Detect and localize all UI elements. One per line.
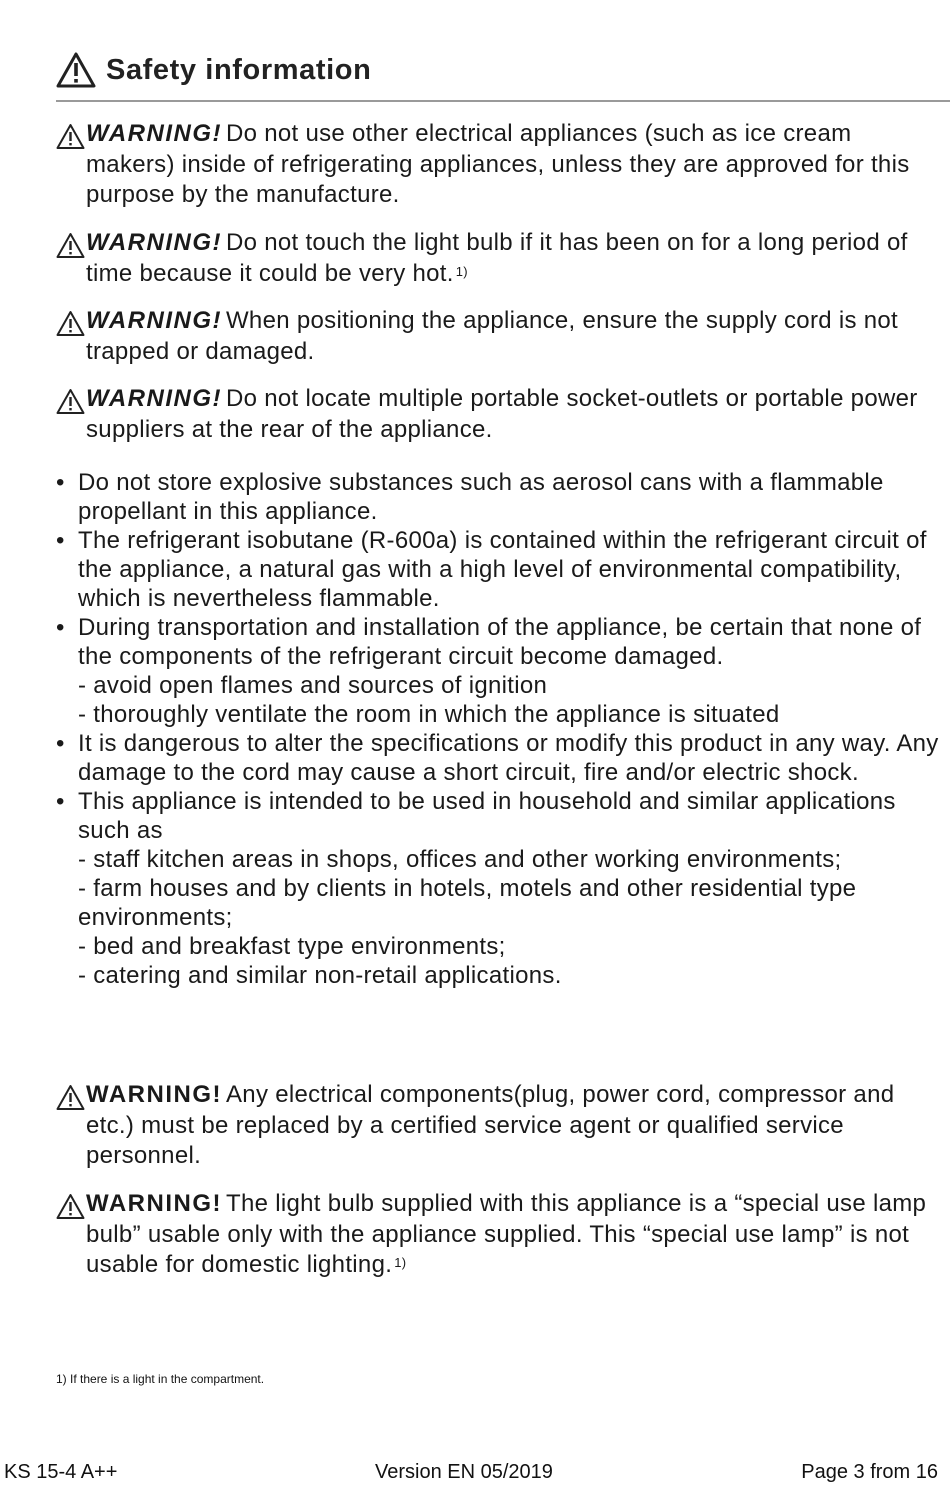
warning-text: The light bulb supplied with this appliance is a “special use lamp bulb” usable only with the appliance supplied. This “special use lamp” is not usable for domestic lighting. xyxy=(86,1190,927,1278)
list-item xyxy=(56,729,946,787)
warning-triangle-icon xyxy=(56,232,85,259)
warning-text: Do not use other electrical appliances (such as ice cream makers) inside of refrigerating appliances, unless they are approved for this purpose by the manufacture. xyxy=(86,120,910,208)
warning-block xyxy=(56,228,941,289)
bullet-marker: • xyxy=(56,788,65,815)
warning-label: WARNING! xyxy=(86,1081,222,1108)
bullet-text: During transportation and installation of the appliance, be certain that none of the components of the refrigerant circuit become damaged. xyxy=(78,614,922,670)
footnote: 1) If there is a light in the compartment. xyxy=(56,1372,265,1386)
list-item xyxy=(56,787,946,845)
warning-triangle-icon xyxy=(56,1084,85,1111)
bullet-marker: • xyxy=(56,614,65,641)
footer-page-number: Page 3 from 16 xyxy=(801,1461,938,1483)
warning-block xyxy=(56,1189,941,1281)
header-divider xyxy=(56,100,950,102)
warning-label: WARNING! xyxy=(86,307,222,334)
warning-text: Any electrical components(plug, power cord, compressor and etc.) must be replaced by a certified service agent or qualified service personnel. xyxy=(86,1081,895,1169)
warning-label: WARNING! xyxy=(86,1190,222,1217)
warning-block xyxy=(56,119,941,211)
warning-block xyxy=(56,306,941,367)
warning-label: WARNING! xyxy=(86,385,222,412)
list-item xyxy=(56,613,946,671)
bullet-text: Do not store explosive substances such as aerosol cans with a flammable propellant in this appliance. xyxy=(78,469,884,525)
safety-bullet-list xyxy=(56,468,946,990)
warning-block xyxy=(56,384,941,445)
bullet-text: The refrigerant isobutane (R-600a) is contained within the refrigerant circuit of the appliance, a natural gas with a high level of environmental compatibility, which is nevertheless flammable. xyxy=(78,527,927,612)
sub-item: - farm houses and by clients in hotels, motels and other residential type environments; xyxy=(78,875,857,931)
warning-triangle-icon xyxy=(56,123,85,150)
warning-text: Do not locate multiple portable socket-outlets or portable power suppliers at the rear of the appliance. xyxy=(86,385,918,443)
warning-triangle-icon xyxy=(56,310,85,337)
warning-triangle-icon xyxy=(56,52,96,88)
warning-label: WARNING! xyxy=(86,229,222,256)
bullet-marker: • xyxy=(56,527,65,554)
sub-item: - bed and breakfast type environments; xyxy=(78,933,506,960)
bullet-text: It is dangerous to alter the specifications or modify this product in any way. Any damage to the cord may cause a short circuit, fire and/or electric shock. xyxy=(78,730,939,786)
page-title: Safety information xyxy=(106,53,372,86)
sub-item: - avoid open flames and sources of ignition xyxy=(78,672,548,699)
bullet-marker: • xyxy=(56,730,65,757)
warning-triangle-icon xyxy=(56,1193,85,1220)
warning-text: When positioning the appliance, ensure the supply cord is not trapped or damaged. xyxy=(86,307,899,365)
list-item xyxy=(56,526,946,613)
bullet-text: This appliance is intended to be used in household and similar applications such as xyxy=(78,788,896,844)
warning-triangle-icon xyxy=(56,388,85,415)
sub-item: - catering and similar non-retail applications. xyxy=(78,962,562,989)
section-header xyxy=(56,52,371,88)
footnote-ref: 1) xyxy=(394,1255,407,1270)
footer-model: KS 15-4 A++ xyxy=(4,1461,118,1483)
footer-version: Version EN 05/2019 xyxy=(375,1461,553,1483)
bullet-marker: • xyxy=(56,469,65,496)
warning-label: WARNING! xyxy=(86,120,222,147)
list-item xyxy=(56,468,946,526)
sub-item: - staff kitchen areas in shops, offices and other working environments; xyxy=(78,846,842,873)
footnote-ref: 1) xyxy=(455,263,468,279)
warning-text: Do not touch the light bulb if it has been on for a long period of time because it could be very hot. xyxy=(86,229,908,287)
warning-block xyxy=(56,1080,941,1172)
sub-item: - thoroughly ventilate the room in which the appliance is situated xyxy=(78,701,780,728)
